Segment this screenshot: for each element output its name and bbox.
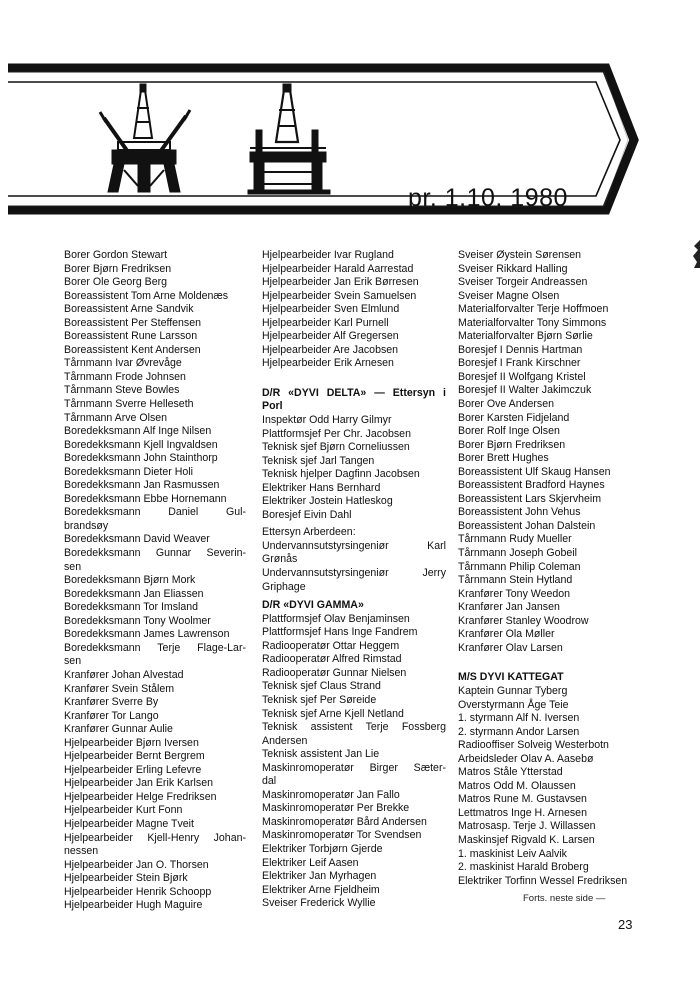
list-item: Elektriker Hans Bernhard: [262, 481, 381, 494]
list-item: Boredekksmann James Lawrenson: [64, 628, 230, 641]
list-item: Sveiser Torgeir Andreassen: [458, 276, 588, 289]
list-item-continued: sen: [64, 655, 82, 668]
list-item: Kranfører Svein Stålem: [64, 682, 175, 695]
list-item: Borer Bjørn Fredriksen: [458, 438, 566, 451]
list-item: Hjelpearbeider Stein Bjørk: [64, 872, 188, 885]
list-item: Elektriker Arne Fjeldheim: [262, 883, 380, 896]
list-item: 2. styrmann Andor Larsen: [458, 725, 580, 738]
list-item: Boresjef Eivin Dahl: [262, 508, 352, 521]
list-item: Borer Rolf Inge Olsen: [458, 425, 560, 438]
list-item: Teknisk sjef Per Søreide: [262, 693, 377, 706]
list-item: Boresjef II Wolfgang Kristel: [458, 370, 586, 383]
list-item: Materialforvalter Terje Hoffmoen: [458, 303, 609, 316]
list-item: Boredekksmann John Stainthorp: [64, 452, 218, 465]
list-item: Borer Bjørn Fredriksen: [64, 262, 172, 275]
list-item: Elektriker Jan Myrhagen: [262, 870, 377, 883]
list-item: Kranfører Stanley Woodrow: [458, 614, 589, 627]
list-item: Hjelpearbeider Kjell-Henry Johan-: [64, 831, 246, 844]
list-item: Hjelpearbeider Erik Arnesen: [262, 357, 394, 370]
list-item: Materialforvalter Tony Simmons: [458, 316, 607, 329]
list-item: Kranfører Sverre By: [64, 696, 159, 709]
list-item: Matros Odd M. Olaussen: [458, 779, 576, 792]
list-item: 1. maskinist Leiv Aalvik: [458, 847, 567, 860]
list-item: Kranfører Ola Møller: [458, 628, 555, 641]
column-3: [458, 249, 644, 888]
list-item: Boredekksmann Tony Woolmer: [64, 614, 211, 627]
list-item: Borer Brett Hughes: [458, 452, 549, 465]
list-item: Boredekksmann Jan Rasmussen: [64, 479, 220, 492]
list-item: Kranfører Gunnar Aulie: [64, 723, 173, 736]
list-item: Materialforvalter Bjørn Sørlie: [458, 330, 593, 343]
list-item: Inspektør Odd Harry Gilmyr: [262, 414, 392, 427]
continued-note: Forts. neste side —: [523, 893, 606, 904]
list-item: 2. maskinist Harald Broberg: [458, 861, 589, 874]
list-item: Boredekksmann Jan Eliassen: [64, 587, 204, 600]
list-item: Sveiser Magne Olsen: [458, 289, 560, 302]
list-item: Maskinsjef Rigvald K. Larsen: [458, 833, 595, 846]
list-item: Hjelpearbeider Jan Erik Karlsen: [64, 777, 213, 790]
list-item: Boreassistent Rune Larsson: [64, 330, 198, 343]
list-item: Elektriker Torfinn Wessel Fredriksen: [458, 874, 628, 887]
list-item: Boredekksmann Kjell Ingvaldsen: [64, 438, 218, 451]
column-2: [262, 249, 446, 911]
list-item: Boredekksmann Bjørn Mork: [64, 574, 196, 587]
list-item: Boreassistent Per Steffensen: [64, 316, 202, 329]
scan-edge-mark-icon: [690, 240, 700, 268]
list-item: Elektriker Jostein Hatleskog: [262, 495, 393, 508]
list-item: Hjelpearbeider Helge Fredriksen: [64, 790, 217, 803]
list-item: Kranfører Jan Jansen: [458, 601, 560, 614]
list-item: Tårnmann Frode Johnsen: [64, 370, 186, 383]
list-item: Boresjef II Walter Jakimczuk: [458, 384, 592, 397]
list-item: Borer Ole Georg Berg: [64, 276, 168, 289]
list-item: Radiooperatør Gunnar Nielsen: [262, 666, 407, 679]
list-item: Maskinromoperatør Bård Andersen: [262, 815, 427, 828]
list-item: Boredekksmann Daniel Gul-: [64, 506, 246, 519]
list-item: Teknisk assistent Jan Lie: [262, 748, 380, 761]
list-item: Maskinromoperatør Tor Svendsen: [262, 829, 422, 842]
list-item: Hjelpearbeider Are Jacobsen: [262, 343, 399, 356]
list-item: Teknisk sjef Claus Strand: [262, 680, 381, 693]
list-item: Radiooffiser Solveig Westerbotn: [458, 739, 609, 752]
list-item: Kaptein Gunnar Tyberg: [458, 684, 568, 697]
header-banner: [0, 60, 700, 230]
list-item: Plattformsjef Hans Inge Fandrem: [262, 626, 418, 639]
list-item: Boresjef I Frank Kirschner: [458, 357, 581, 370]
list-item: Tårnmann Steve Bowles: [64, 384, 180, 397]
list-item: Hjelpearbeider Bjørn Iversen: [64, 736, 199, 749]
list-item: Tårnmann Stein Hytland: [458, 574, 573, 587]
list-item-continued: brandsøy: [64, 519, 109, 532]
list-item: Matrosasp. Terje J. Willassen: [458, 820, 596, 833]
list-item-continued: sen: [64, 560, 82, 573]
list-item: Boredekksmann Alf Inge Nilsen: [64, 425, 212, 438]
list-item: Kranfører Olav Larsen: [458, 641, 563, 654]
list-item: Hjelpearbeider Karl Purnell: [262, 316, 389, 329]
list-item: Teknisk assistent Terje Fossberg: [262, 721, 446, 734]
list-item: Tårnmann Joseph Gobeil: [458, 547, 577, 560]
list-item: Plattformsjef Per Chr. Jacobsen: [262, 427, 411, 440]
column-1: [64, 249, 246, 913]
page-number: 23: [618, 917, 633, 932]
list-item: Boreassistent Tom Arne Moldenæs: [64, 289, 229, 302]
list-item-continued: Grønås: [262, 553, 298, 566]
list-item: Hjelpearbeider Henrik Schoopp: [64, 885, 212, 898]
header-date: pr. 1.10. 1980: [408, 184, 568, 212]
section-heading-dyvi-delta-cont: Porl: [262, 400, 283, 413]
list-item: Kranfører Tor Lango: [64, 709, 159, 722]
list-item: Maskinromoperatør Birger Sæter-: [262, 761, 446, 774]
list-item: Radiooperatør Ottar Heggem: [262, 639, 400, 652]
list-item: Borer Karsten Fidjeland: [458, 411, 570, 424]
list-item: Boreassistent Kent Andersen: [64, 343, 201, 356]
list-item: Maskinromoperatør Per Brekke: [262, 802, 410, 815]
list-item: Tårnmann Philip Coleman: [458, 560, 581, 573]
list-item: Boreassistent Lars Skjervheim: [458, 492, 602, 505]
list-item: Teknisk sjef Arne Kjell Netland: [262, 707, 404, 720]
list-item: Tårnmann Ivar Øvrevåge: [64, 357, 182, 370]
list-item: Boreassistent Ulf Skaug Hansen: [458, 465, 611, 478]
list-item: Undervannsutstyrsingeniør Jerry: [262, 567, 446, 580]
list-item: Elektriker Torbjørn Gjerde: [262, 842, 383, 855]
list-item: Kranfører Tony Weedon: [458, 587, 571, 600]
list-item: Tårnmann Rudy Mueller: [458, 533, 572, 546]
list-item: Hjelpearbeider Hugh Maguire: [64, 899, 203, 912]
list-item-continued: nessen: [64, 845, 99, 858]
list-item: Teknisk sjef Bjørn Corneliussen: [262, 441, 410, 454]
list-item: Boreassistent Johan Dalstein: [458, 519, 596, 532]
list-item: Undervannsutstyrsingeniør Karl: [262, 539, 446, 552]
list-item: Maskinromoperatør Jan Fallo: [262, 788, 400, 801]
list-item: Boredekksmann Terje Flage-Lar-: [64, 641, 246, 654]
list-item: Sveiser Rikkard Halling: [458, 262, 568, 275]
list-item: Hjelpearbeider Magne Tveit: [64, 817, 194, 830]
list-item: Matros Ståle Ytterstad: [458, 766, 563, 779]
list-item: Matros Rune M. Gustavsen: [458, 793, 587, 806]
list-item: Hjelpearbeider Ivar Rugland: [262, 249, 394, 261]
list-item: Boresjef I Dennis Hartman: [458, 343, 583, 356]
subsection-label: Ettersyn Arberdeen:: [262, 526, 356, 539]
list-item: Hjelpearbeider Kurt Fonn: [64, 804, 183, 817]
list-item: Hjelpearbeider Svein Samuelsen: [262, 289, 417, 302]
list-item: Radiooperatør Alfred Rimstad: [262, 653, 402, 666]
list-item-continued: dal: [262, 775, 277, 788]
list-item: Boreassistent John Vehus: [458, 506, 581, 519]
list-item: Boredekksmann Gunnar Severin-: [64, 547, 246, 560]
section-heading-dyvi-gamma: D/R «DYVI GAMMA»: [262, 599, 364, 612]
list-item: Boreassistent Arne Sandvik: [64, 303, 194, 316]
list-item: Borer Gordon Stewart: [64, 249, 168, 261]
list-item: Teknisk sjef Jarl Tangen: [262, 454, 375, 467]
list-item-continued: Andersen: [262, 734, 308, 747]
list-item: Boredekksmann Tor Imsland: [64, 601, 199, 614]
list-item: Hjelpearbeider Alf Gregersen: [262, 330, 399, 343]
list-item: 1. styrmann Alf N. Iversen: [458, 712, 580, 725]
list-item: Borer Ove Andersen: [458, 398, 554, 411]
list-item: Teknisk hjelper Dagfinn Jacobsen: [262, 468, 420, 481]
list-item: Hjelpearbeider Jan Erik Børresen: [262, 276, 419, 289]
list-item: Boredekksmann Ebbe Hornemann: [64, 492, 227, 505]
section-heading-dyvi-kattegat: M/S DYVI KATTEGAT: [458, 671, 564, 684]
list-item: Hjelpearbeider Bernt Bergrem: [64, 750, 205, 763]
list-item: Sveiser Øystein Sørensen: [458, 249, 582, 261]
list-item: Elektriker Leif Aasen: [262, 856, 359, 869]
list-item: Boredekksmann David Weaver: [64, 533, 210, 546]
list-item: Hjelpearbeider Harald Aarrestad: [262, 262, 414, 275]
section-heading-dyvi-delta: D/R «DYVI DELTA» — Ettersyn i: [262, 386, 446, 399]
list-item: Hjelpearbeider Sven Elmlund: [262, 303, 400, 316]
list-item: Boredekksmann Dieter Holi: [64, 465, 193, 478]
list-item: Hjelpearbeider Jan O. Thorsen: [64, 858, 209, 871]
list-item: Plattformsjef Olav Benjaminsen: [262, 612, 410, 625]
list-item: Tårnmann Arve Olsen: [64, 411, 168, 424]
list-item: Lettmatros Inge H. Arnesen: [458, 806, 587, 819]
semi-submersible-rig-icon: [248, 84, 330, 194]
drilling-rig-icon: [100, 84, 190, 192]
list-item: Tårnmann Sverre Helleseth: [64, 398, 194, 411]
list-item: Boreassistent Bradford Haynes: [458, 479, 605, 492]
list-item: Hjelpearbeider Erling Lefevre: [64, 763, 202, 776]
list-item: Sveiser Frederick Wyllie: [262, 897, 376, 910]
list-item: Kranfører Johan Alvestad: [64, 668, 184, 681]
banner-frame: [0, 60, 700, 230]
list-item-continued: Griphage: [262, 580, 306, 593]
list-item: Arbeidsleder Olav A. Aasebø: [458, 752, 594, 765]
list-item: Overstyrmann Åge Teie: [458, 698, 569, 711]
